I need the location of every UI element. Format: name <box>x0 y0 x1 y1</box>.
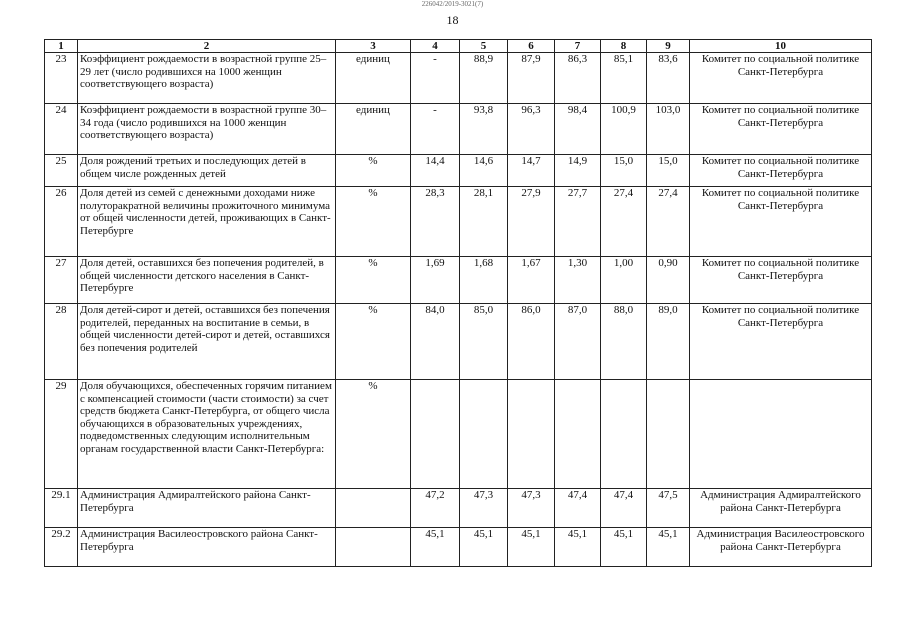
responsible-executor: Комитет по социальной политике Санкт-Петербурга <box>690 155 872 187</box>
table-row <box>45 380 872 489</box>
value-cell: 1,30 <box>555 257 601 304</box>
value-cell: 27,4 <box>601 187 647 257</box>
responsible-executor: Комитет по социальной политике Санкт-Петербурга <box>690 257 872 304</box>
table-row <box>45 104 872 155</box>
table-row <box>45 528 872 567</box>
indicator-name: Коэффициент рождаемости в возрастной группе 25–29 лет (число родившихся на 1000 женщин соответствующего возраста) <box>78 53 336 104</box>
value-cell <box>647 380 690 489</box>
value-cell: - <box>411 104 460 155</box>
responsible-executor: Комитет по социальной политике Санкт-Петербурга <box>690 53 872 104</box>
row-number: 29.1 <box>45 489 78 528</box>
row-number: 25 <box>45 155 78 187</box>
value-cell: 47,5 <box>647 489 690 528</box>
indicator-name: Доля детей, оставшихся без попечения родителей, в общей численности детского населения в Санкт-Петербурге <box>78 257 336 304</box>
value-cell: 28,3 <box>411 187 460 257</box>
responsible-executor: Администрация Василеостровского района Санкт-Петербурга <box>690 528 872 567</box>
value-cell: 47,4 <box>555 489 601 528</box>
column-header: 5 <box>460 40 508 53</box>
value-cell: 93,8 <box>460 104 508 155</box>
row-number: 29.2 <box>45 528 78 567</box>
value-cell: 47,2 <box>411 489 460 528</box>
table-row <box>45 155 872 187</box>
column-header: 4 <box>411 40 460 53</box>
value-cell: 1,00 <box>601 257 647 304</box>
value-cell: 98,4 <box>555 104 601 155</box>
responsible-executor: Комитет по социальной политике Санкт-Петербурга <box>690 304 872 380</box>
unit-cell: % <box>336 187 411 257</box>
value-cell: 87,9 <box>508 53 555 104</box>
value-cell: 87,0 <box>555 304 601 380</box>
value-cell: 27,4 <box>647 187 690 257</box>
indicator-name: Доля детей из семей с денежными доходами ниже полуторакратной величины прожиточного минимума от общей численности детей, проживающих в Санкт-Петербурге <box>78 187 336 257</box>
value-cell: 45,1 <box>411 528 460 567</box>
value-cell: 96,3 <box>508 104 555 155</box>
value-cell: 28,1 <box>460 187 508 257</box>
value-cell: 85,1 <box>601 53 647 104</box>
value-cell: 103,0 <box>647 104 690 155</box>
unit-cell: % <box>336 257 411 304</box>
table-row <box>45 187 872 257</box>
table-row <box>45 53 872 104</box>
value-cell: 88,9 <box>460 53 508 104</box>
row-number: 28 <box>45 304 78 380</box>
value-cell: 45,1 <box>647 528 690 567</box>
unit-cell: единиц <box>336 53 411 104</box>
unit-cell <box>336 528 411 567</box>
indicator-name: Коэффициент рождаемости в возрастной группе 30–34 года (число родившихся на 1000 женщин соответствующего возраста) <box>78 104 336 155</box>
responsible-executor: Комитет по социальной политике Санкт-Петербурга <box>690 104 872 155</box>
responsible-executor: Комитет по социальной политике Санкт-Петербурга <box>690 187 872 257</box>
table-row <box>45 304 872 380</box>
responsible-executor: Администрация Адмиралтейского района Санкт-Петербурга <box>690 489 872 528</box>
column-header: 9 <box>647 40 690 53</box>
value-cell: 15,0 <box>601 155 647 187</box>
column-header: 1 <box>45 40 78 53</box>
row-number: 29 <box>45 380 78 489</box>
value-cell: 86,0 <box>508 304 555 380</box>
row-number: 23 <box>45 53 78 104</box>
unit-cell: % <box>336 155 411 187</box>
value-cell: 85,0 <box>460 304 508 380</box>
value-cell: - <box>411 53 460 104</box>
value-cell: 47,3 <box>508 489 555 528</box>
value-cell: 14,6 <box>460 155 508 187</box>
indicators-table <box>44 39 872 567</box>
value-cell <box>460 380 508 489</box>
value-cell: 84,0 <box>411 304 460 380</box>
document-id: 226042/2019-3021(7) <box>421 0 484 8</box>
value-cell: 45,1 <box>508 528 555 567</box>
value-cell: 14,9 <box>555 155 601 187</box>
value-cell <box>555 380 601 489</box>
value-cell <box>508 380 555 489</box>
responsible-executor <box>690 380 872 489</box>
value-cell: 47,3 <box>460 489 508 528</box>
value-cell: 1,68 <box>460 257 508 304</box>
unit-cell: % <box>336 380 411 489</box>
value-cell: 89,0 <box>647 304 690 380</box>
value-cell <box>411 380 460 489</box>
column-header: 6 <box>508 40 555 53</box>
value-cell: 1,67 <box>508 257 555 304</box>
value-cell: 14,7 <box>508 155 555 187</box>
row-number: 26 <box>45 187 78 257</box>
value-cell: 83,6 <box>647 53 690 104</box>
value-cell: 14,4 <box>411 155 460 187</box>
column-header: 3 <box>336 40 411 53</box>
value-cell: 15,0 <box>647 155 690 187</box>
value-cell: 100,9 <box>601 104 647 155</box>
indicator-name: Доля рождений третьих и последующих детей в общем числе рожденных детей <box>78 155 336 187</box>
column-header: 7 <box>555 40 601 53</box>
value-cell: 1,69 <box>411 257 460 304</box>
unit-cell: единиц <box>336 104 411 155</box>
value-cell: 86,3 <box>555 53 601 104</box>
value-cell: 27,9 <box>508 187 555 257</box>
table-row <box>45 489 872 528</box>
row-number: 24 <box>45 104 78 155</box>
value-cell: 88,0 <box>601 304 647 380</box>
column-header: 8 <box>601 40 647 53</box>
value-cell: 45,1 <box>601 528 647 567</box>
indicator-name: Администрация Адмиралтейского района Санкт-Петербурга <box>78 489 336 528</box>
table-row <box>45 257 872 304</box>
indicator-name: Доля детей-сирот и детей, оставшихся без попечения родителей, переданных на воспитание в семьи, в общей численности детей-сирот и детей, оставшихся без попечения родителей <box>78 304 336 380</box>
indicator-name: Администрация Василеостровского района Санкт-Петербурга <box>78 528 336 567</box>
value-cell: 45,1 <box>555 528 601 567</box>
row-number: 27 <box>45 257 78 304</box>
indicator-name: Доля обучающихся, обеспеченных горячим питанием с компенсацией стоимости (части стоимости) за счет средств бюджета Санкт-Петербурга, от общего числа обучающихся в образовательных учреждениях, подведомственных следующим исполнительным органам государственной власти Санкт-Петербурга: <box>78 380 336 489</box>
value-cell: 27,7 <box>555 187 601 257</box>
value-cell: 45,1 <box>460 528 508 567</box>
value-cell: 0,90 <box>647 257 690 304</box>
unit-cell <box>336 489 411 528</box>
column-header: 2 <box>78 40 336 53</box>
column-header: 10 <box>690 40 872 53</box>
value-cell: 47,4 <box>601 489 647 528</box>
table-header-row <box>45 40 872 53</box>
page-number: 18 <box>446 13 459 27</box>
value-cell <box>601 380 647 489</box>
unit-cell: % <box>336 304 411 380</box>
